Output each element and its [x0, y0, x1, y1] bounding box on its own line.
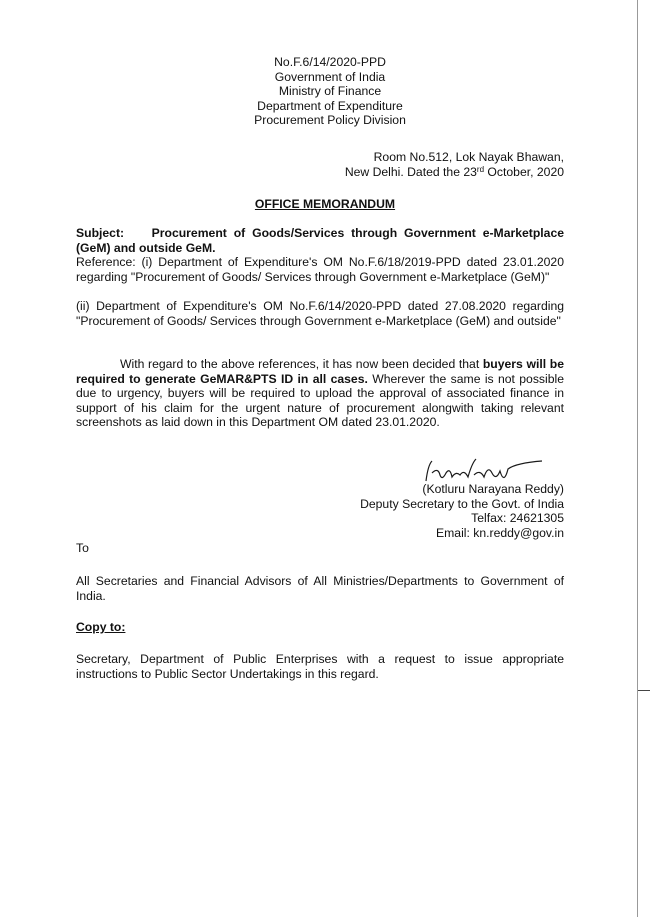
- subject-text: Procurement of Goods/Services through Government e-Marketplace (GeM) and outside GeM.: [76, 226, 564, 255]
- scan-margin-line: [637, 0, 638, 917]
- paragraph-bold: buyers will be required to generate GeMAR&PTS ID in all cases.: [76, 357, 564, 386]
- address-line-2: [345, 165, 564, 180]
- subject-label: Subject:: [76, 226, 125, 240]
- department-name: Department of Expenditure: [257, 98, 403, 113]
- ministry-name: Ministry of Finance: [278, 84, 382, 99]
- date-prefix: New Delhi. Dated the 23: [344, 164, 477, 179]
- file-number: No.F.6/14/2020-PPD: [274, 55, 386, 69]
- reference-item-1: Reference: (i) Department of Expenditure's OM No.F.6/18/2019-PPD dated 23.01.2020 regarding "Procurement of Goods/ Services through Government e-Marketplace (GeM)": [76, 255, 564, 284]
- to-recipients: All Secretaries and Financial Advisors of All Ministries/Departments to Government of India.: [76, 574, 564, 603]
- signatory-designation: Deputy Secretary to the Govt. of India: [360, 496, 564, 511]
- government-name: Government of India: [274, 69, 386, 84]
- signatory-block: [360, 482, 564, 540]
- signatory-telfax: Telfax: 24621305: [471, 511, 564, 526]
- subject: [76, 226, 564, 255]
- scan-margin-tick: [638, 690, 650, 691]
- memo-title: OFFICE MEMORANDUM: [254, 197, 396, 211]
- date-suffix: October, 2020: [484, 164, 564, 179]
- signatory-email: Email: kn.reddy@gov.in: [436, 525, 564, 540]
- paragraph-part-1: With regard to the above references, it has now been decided that: [120, 357, 483, 371]
- paragraph-part-2: Wherever the same is not possible due to urgency, buyers will be required to upload the approval of associated finance in support of his claim for the urgent nature of procurement alongwith taking relevant screenshots as laid down in this Department OM dated 23.01.2020.: [76, 371, 564, 430]
- date-superscript: rd: [476, 164, 485, 174]
- copy-to-label: Copy to:: [76, 620, 126, 634]
- main-paragraph: [76, 357, 564, 430]
- to-label: To: [76, 541, 89, 555]
- signatory-name: (Kotluru Narayana Reddy): [422, 482, 564, 496]
- address-line-1: Room No.512, Lok Nayak Bhawan,: [373, 150, 564, 164]
- division-name: Procurement Policy Division: [254, 113, 406, 128]
- letterhead: [200, 55, 460, 128]
- address-block: [345, 150, 564, 179]
- reference-item-2: (ii) Department of Expenditure's OM No.F.6/14/2020-PPD dated 27.08.2020 regarding "Procurement of Goods/ Services through Government e-Marketplace (GeM) and outside": [76, 299, 564, 328]
- copy-to-text: Secretary, Department of Public Enterprises with a request to issue appropriate instructions to Public Sector Undertakings in this regard.: [76, 652, 564, 681]
